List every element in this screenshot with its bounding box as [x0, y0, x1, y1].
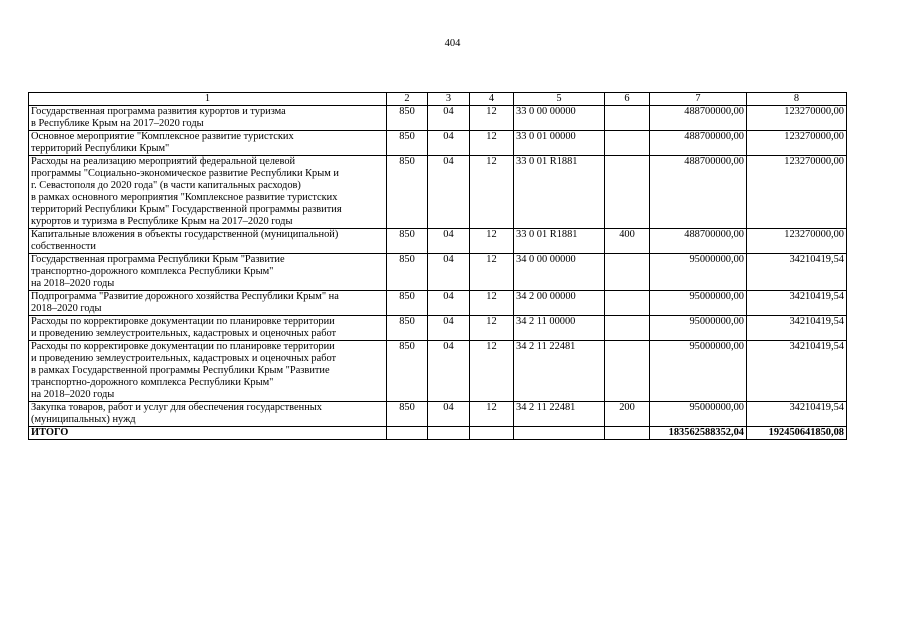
row-description: [29, 402, 387, 427]
column-header: 2: [387, 93, 428, 106]
expense-type-code: [605, 156, 650, 229]
description-line: Государственная программа Республики Крым "Развитие: [31, 254, 285, 265]
ministry-code: 850: [387, 131, 428, 156]
target-article-code: 33 0 01 R1881: [514, 156, 605, 229]
table-row: [29, 291, 847, 316]
description-line: в рамках основного мероприятия "Комплексное развитие туристских: [31, 192, 338, 203]
amount-2019: 95000000,00: [650, 291, 747, 316]
description-line: территорий Республики Крым": [31, 143, 170, 154]
amount-2019: 488700000,00: [650, 131, 747, 156]
row-description: [29, 106, 387, 131]
description-line: г. Севастополя до 2020 года" (в части капитальных расходов): [31, 180, 301, 191]
row-description: [29, 341, 387, 402]
total-amount-2020: 192450641850,08: [747, 427, 847, 440]
target-article-code: 34 2 11 22481: [514, 341, 605, 402]
section-code: 04: [428, 156, 470, 229]
expense-type-code: 200: [605, 402, 650, 427]
amount-2020: 34210419,54: [747, 316, 847, 341]
subsection-code: 12: [470, 156, 514, 229]
section-code: 04: [428, 341, 470, 402]
description-line: программы "Социально-экономическое развитие Республики Крым и: [31, 168, 339, 179]
table-row: [29, 106, 847, 131]
amount-2020: 123270000,00: [747, 229, 847, 254]
row-description: [29, 156, 387, 229]
table-row: [29, 341, 847, 402]
description-line: Подпрограмма "Развитие дорожного хозяйства Республики Крым" на: [31, 291, 339, 302]
ministry-code: 850: [387, 254, 428, 291]
ministry-code: 850: [387, 106, 428, 131]
row-description: [29, 229, 387, 254]
amount-2019: 488700000,00: [650, 106, 747, 131]
amount-2019: 95000000,00: [650, 402, 747, 427]
expense-type-code: [605, 291, 650, 316]
description-line: Расходы по корректировке документации по планировке территории: [31, 341, 335, 352]
section-code: 04: [428, 229, 470, 254]
total-cell: [605, 427, 650, 440]
amount-2020: 34210419,54: [747, 254, 847, 291]
description-line: 2018–2020 годы: [31, 303, 102, 314]
section-code: 04: [428, 131, 470, 156]
column-header: 1: [29, 93, 387, 106]
column-header: 5: [514, 93, 605, 106]
ministry-code: 850: [387, 229, 428, 254]
table-row: [29, 156, 847, 229]
total-label: ИТОГО: [29, 427, 387, 440]
page-number: 404: [444, 38, 461, 49]
amount-2020: 123270000,00: [747, 156, 847, 229]
subsection-code: 12: [470, 291, 514, 316]
expense-type-code: [605, 131, 650, 156]
section-code: 04: [428, 402, 470, 427]
target-article-code: 34 2 00 00000: [514, 291, 605, 316]
subsection-code: 12: [470, 316, 514, 341]
row-description: [29, 131, 387, 156]
ministry-code: 850: [387, 341, 428, 402]
table-body: [29, 106, 847, 427]
amount-2020: 123270000,00: [747, 131, 847, 156]
target-article-code: 34 2 11 00000: [514, 316, 605, 341]
column-header: 8: [747, 93, 847, 106]
description-line: Расходы на реализацию мероприятий федеральной целевой: [31, 156, 296, 167]
description-line: курортов и туризма в Республике Крым на 2017–2020 годы: [31, 216, 293, 227]
description-line: на 2018–2020 годы: [31, 389, 115, 400]
expense-type-code: [605, 316, 650, 341]
amount-2020: 123270000,00: [747, 106, 847, 131]
total-row: [29, 427, 847, 440]
amount-2020: 34210419,54: [747, 341, 847, 402]
target-article-code: 34 2 11 22481: [514, 402, 605, 427]
description-line: (муниципальных) нужд: [31, 414, 136, 425]
expense-type-code: [605, 254, 650, 291]
description-line: в Республике Крым на 2017–2020 годы: [31, 118, 204, 129]
total-cell: [387, 427, 428, 440]
subsection-code: 12: [470, 402, 514, 427]
row-description: [29, 291, 387, 316]
section-code: 04: [428, 316, 470, 341]
total-cell: [470, 427, 514, 440]
column-header: 4: [470, 93, 514, 106]
description-line: на 2018–2020 годы: [31, 278, 115, 289]
header-row: [29, 93, 847, 106]
section-code: 04: [428, 291, 470, 316]
table-row: [29, 131, 847, 156]
expense-type-code: [605, 341, 650, 402]
subsection-code: 12: [470, 254, 514, 291]
amount-2019: 488700000,00: [650, 156, 747, 229]
description-line: и проведению землеустроительных, кадастровых и оценочных работ: [31, 328, 337, 339]
expense-type-code: 400: [605, 229, 650, 254]
expense-type-code: [605, 106, 650, 131]
ministry-code: 850: [387, 156, 428, 229]
amount-2019: 488700000,00: [650, 229, 747, 254]
budget-table: [28, 92, 847, 440]
description-line: Расходы по корректировке документации по планировке территории: [31, 316, 335, 327]
table-row: [29, 254, 847, 291]
description-line: Капитальные вложения в объекты государственной (муниципальной): [31, 229, 339, 240]
description-line: в рамках Государственной программы Республики Крым "Развитие: [31, 365, 330, 376]
ministry-code: 850: [387, 402, 428, 427]
target-article-code: 33 0 01 R1881: [514, 229, 605, 254]
subsection-code: 12: [470, 229, 514, 254]
description-line: транспортно-дорожного комплекса Республики Крым": [31, 266, 274, 277]
amount-2020: 34210419,54: [747, 291, 847, 316]
column-header: 3: [428, 93, 470, 106]
subsection-code: 12: [470, 131, 514, 156]
row-description: [29, 254, 387, 291]
amount-2019: 95000000,00: [650, 254, 747, 291]
target-article-code: 34 0 00 00000: [514, 254, 605, 291]
amount-2019: 95000000,00: [650, 341, 747, 402]
column-header: 7: [650, 93, 747, 106]
description-line: транспортно-дорожного комплекса Республики Крым": [31, 377, 274, 388]
ministry-code: 850: [387, 316, 428, 341]
description-line: Государственная программа развития курортов и туризма: [31, 106, 286, 117]
description-line: собственности: [31, 241, 96, 252]
subsection-code: 12: [470, 106, 514, 131]
total-amount-2019: 183562588352,04: [650, 427, 747, 440]
description-line: Закупка товаров, работ и услуг для обеспечения государственных: [31, 402, 322, 413]
description-line: и проведению землеустроительных, кадастровых и оценочных работ: [31, 353, 337, 364]
target-article-code: 33 0 00 00000: [514, 106, 605, 131]
table-row: [29, 316, 847, 341]
description-line: Основное мероприятие "Комплексное развитие туристских: [31, 131, 294, 142]
target-article-code: 33 0 01 00000: [514, 131, 605, 156]
amount-2019: 95000000,00: [650, 316, 747, 341]
subsection-code: 12: [470, 341, 514, 402]
description-line: территорий Республики Крым" Государственной программы развития: [31, 204, 342, 215]
total-cell: [428, 427, 470, 440]
column-header: 6: [605, 93, 650, 106]
table-row: [29, 402, 847, 427]
section-code: 04: [428, 106, 470, 131]
section-code: 04: [428, 254, 470, 291]
total-cell: [514, 427, 605, 440]
row-description: [29, 316, 387, 341]
amount-2020: 34210419,54: [747, 402, 847, 427]
table-row: [29, 229, 847, 254]
ministry-code: 850: [387, 291, 428, 316]
